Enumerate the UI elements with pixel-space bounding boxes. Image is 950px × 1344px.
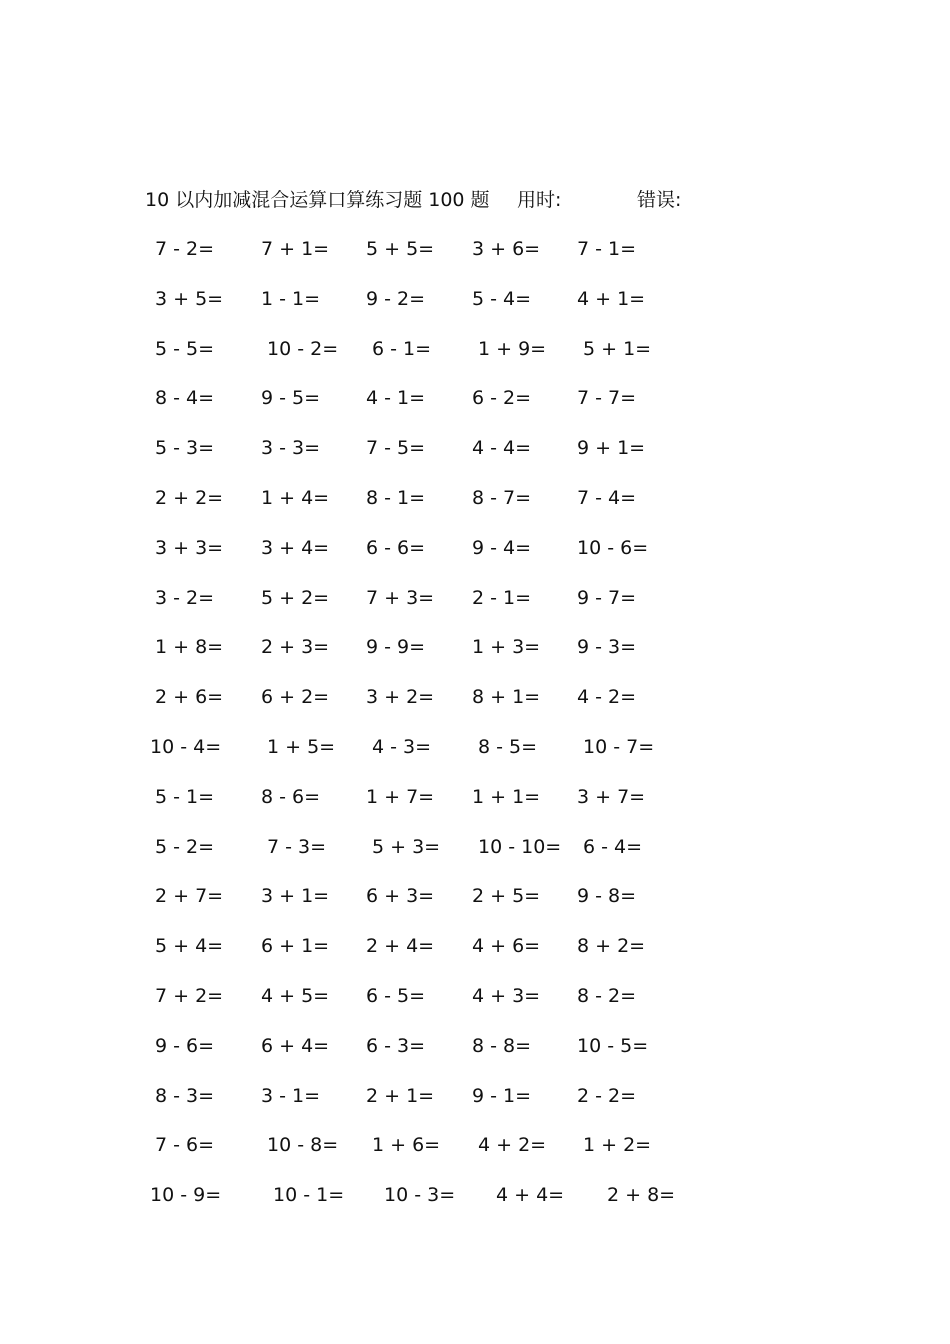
problem-item: 9 - 9= (366, 636, 426, 659)
problem-row (145, 483, 685, 533)
problem-item: 10 - 6= (577, 536, 649, 559)
problem-item: 4 - 1= (366, 387, 426, 410)
problem-item: 1 + 6= (372, 1134, 441, 1157)
problem-item: 1 - 1= (261, 287, 321, 310)
problem-item: 6 + 1= (261, 935, 330, 958)
problem-item: 10 - 1= (273, 1184, 345, 1207)
problem-item: 7 - 7= (577, 387, 637, 410)
problem-item: 2 - 2= (577, 1084, 637, 1107)
problem-item: 1 + 5= (267, 735, 336, 758)
problem-item: 7 + 2= (155, 984, 224, 1007)
problem-item: 9 - 4= (472, 536, 532, 559)
problem-item: 6 - 1= (372, 337, 432, 360)
problem-item: 9 - 1= (472, 1084, 532, 1107)
problem-item: 5 + 1= (583, 337, 652, 360)
problem-item: 3 + 6= (472, 238, 541, 260)
problem-item: 8 - 5= (478, 735, 538, 758)
problem-item: 4 + 1= (577, 287, 646, 310)
problem-item: 1 + 1= (472, 785, 541, 808)
problem-item: 7 - 6= (155, 1134, 215, 1157)
worksheet-title: 10 以内加减混合运算口算练习题 100 题 (145, 189, 490, 211)
problem-item: 2 - 1= (472, 586, 532, 609)
problem-item: 10 - 3= (384, 1184, 456, 1207)
problem-item: 3 + 1= (261, 885, 330, 908)
problem-item: 10 - 4= (150, 735, 222, 758)
problem-row (145, 881, 685, 931)
problem-item: 4 + 5= (261, 984, 330, 1007)
problem-item: 9 - 6= (155, 1034, 215, 1057)
problem-item: 8 - 4= (155, 387, 215, 410)
problem-row (145, 931, 685, 981)
problem-item: 9 + 1= (577, 437, 646, 460)
problem-item: 4 + 4= (496, 1184, 565, 1207)
problem-item: 9 - 8= (577, 885, 637, 908)
problem-item: 6 - 3= (366, 1034, 426, 1057)
problem-item: 10 - 2= (267, 337, 339, 360)
errors-label: 错误: (637, 189, 682, 211)
problem-item: 5 + 3= (372, 835, 441, 858)
problem-row (145, 234, 685, 284)
problem-row (145, 284, 685, 334)
problem-item: 8 - 6= (261, 785, 321, 808)
problem-item: 1 + 9= (478, 337, 547, 360)
problem-item: 1 + 8= (155, 636, 224, 659)
problem-item: 10 - 9= (150, 1184, 222, 1207)
problem-item: 4 - 4= (472, 437, 532, 460)
problem-item: 1 + 3= (472, 636, 541, 659)
problem-item: 1 + 4= (261, 486, 330, 509)
problem-item: 10 - 7= (583, 735, 655, 758)
problem-item: 2 + 3= (261, 636, 330, 659)
problem-row (145, 632, 685, 682)
problem-item: 5 + 4= (155, 935, 224, 958)
problem-item: 6 + 2= (261, 686, 330, 709)
problem-item: 2 + 5= (472, 885, 541, 908)
problem-item: 5 - 5= (155, 337, 215, 360)
problem-item: 5 + 5= (366, 238, 435, 260)
problem-item: 2 + 1= (366, 1084, 435, 1107)
problem-item: 9 - 7= (577, 586, 637, 609)
problem-item: 5 - 4= (472, 287, 532, 310)
problem-item: 6 - 5= (366, 984, 426, 1007)
problem-item: 6 - 6= (366, 536, 426, 559)
problem-row (145, 533, 685, 583)
problem-item: 3 - 3= (261, 437, 321, 460)
problem-item: 7 - 1= (577, 238, 637, 260)
problem-item: 8 - 3= (155, 1084, 215, 1107)
problem-row (145, 383, 685, 433)
problem-row (145, 334, 685, 384)
problem-item: 7 - 2= (155, 238, 215, 260)
problem-row (145, 981, 685, 1031)
problem-item: 3 + 3= (155, 536, 224, 559)
problem-item: 6 + 3= (366, 885, 435, 908)
problem-item: 7 - 3= (267, 835, 327, 858)
problem-item: 4 + 2= (478, 1134, 547, 1157)
problem-item: 5 - 3= (155, 437, 215, 460)
problem-item: 5 + 2= (261, 586, 330, 609)
problem-item: 9 - 5= (261, 387, 321, 410)
problem-item: 3 + 2= (366, 686, 435, 709)
problem-row (145, 1031, 685, 1081)
problem-row (145, 1081, 685, 1131)
problem-item: 2 + 4= (366, 935, 435, 958)
problem-item: 7 + 3= (366, 586, 435, 609)
problem-row (145, 832, 685, 882)
problem-item: 9 - 2= (366, 287, 426, 310)
problem-item: 6 - 2= (472, 387, 532, 410)
problem-item: 3 - 2= (155, 586, 215, 609)
problem-item: 2 + 6= (155, 686, 224, 709)
problem-item: 5 - 2= (155, 835, 215, 858)
problem-item: 4 - 3= (372, 735, 432, 758)
problem-item: 4 + 3= (472, 984, 541, 1007)
problem-item: 6 + 4= (261, 1034, 330, 1057)
problem-item: 10 - 8= (267, 1134, 339, 1157)
problem-item: 5 - 1= (155, 785, 215, 808)
problem-item: 6 - 4= (583, 835, 643, 858)
problem-item: 8 + 1= (472, 686, 541, 709)
problem-item: 8 - 2= (577, 984, 637, 1007)
problem-row (145, 1180, 685, 1230)
problem-item: 8 - 1= (366, 486, 426, 509)
problem-item: 8 + 2= (577, 935, 646, 958)
problem-item: 8 - 8= (472, 1034, 532, 1057)
problem-item: 4 - 2= (577, 686, 637, 709)
problem-row (145, 1130, 685, 1180)
problem-item: 3 + 4= (261, 536, 330, 559)
problem-row (145, 682, 685, 732)
problem-item: 7 + 1= (261, 238, 330, 260)
problem-item: 10 - 10= (478, 835, 562, 858)
problem-item: 10 - 5= (577, 1034, 649, 1057)
time-used-label: 用时: (517, 189, 562, 211)
problem-row (145, 732, 685, 782)
problem-item: 8 - 7= (472, 486, 532, 509)
problem-row (145, 782, 685, 832)
problem-item: 1 + 2= (583, 1134, 652, 1157)
problem-item: 2 + 7= (155, 885, 224, 908)
problem-item: 9 - 3= (577, 636, 637, 659)
problem-item: 7 - 5= (366, 437, 426, 460)
problem-item: 2 + 8= (607, 1184, 676, 1207)
problem-item: 3 - 1= (261, 1084, 321, 1107)
problem-item: 7 - 4= (577, 486, 637, 509)
problem-row (145, 583, 685, 633)
problem-item: 1 + 7= (366, 785, 435, 808)
problem-item: 3 + 7= (577, 785, 646, 808)
problem-item: 2 + 2= (155, 486, 224, 509)
problem-item: 3 + 5= (155, 287, 224, 310)
problem-grid (145, 234, 685, 1230)
problem-row (145, 433, 685, 483)
problem-item: 4 + 6= (472, 935, 541, 958)
